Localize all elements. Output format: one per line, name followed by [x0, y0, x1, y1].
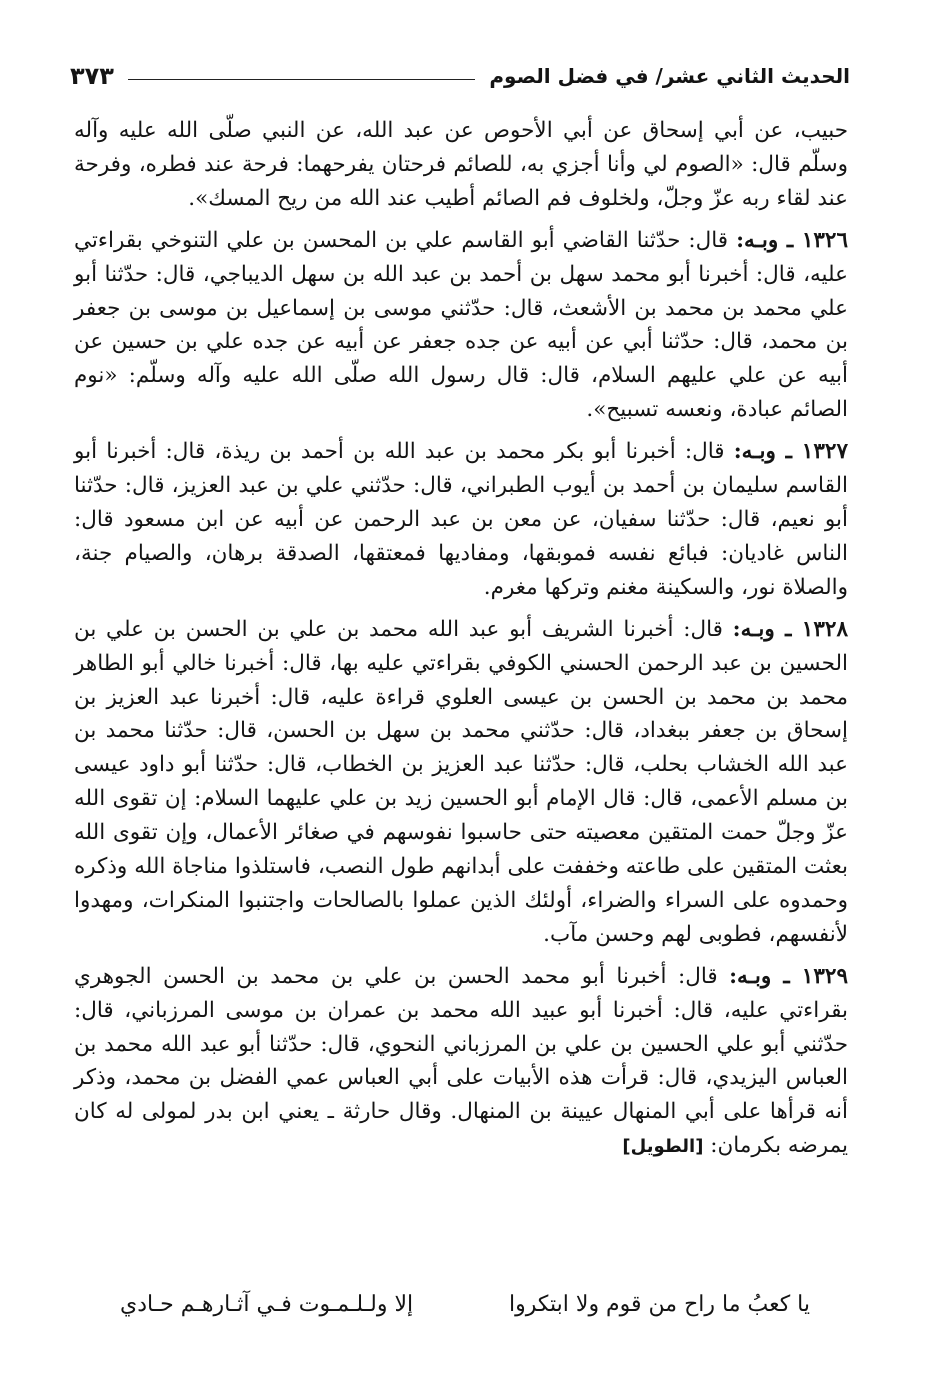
paragraph-text: قال: أخبرنا أبو محمد الحسن بن علي بن محمد بن الحسن الجوهري بقراءتي عليه، قال: أخبرنا أبو عبيد الله محمد بن عمران بن موسى المرزباني، قال: حدّثني أبو علي الحسين بن علي بن المرزباني النحوي، قال: حدّثنا أبو عبد الله محمد بن العباس اليزيدي، قال: قرأت هذه الأبيات على أبي العباس عمي الفضل بن محمد، وذكر أنه قرأها على أبي المنهال عيينة بن المنهال. وقال حارثة ـ يعني ابن بدر لمولى له كان يمرضه بكرمان:	[74, 963, 848, 1159]
header-rule	[128, 79, 475, 80]
hadith-number: ١٣٢٩ ـ وبـه:	[729, 963, 848, 989]
poem-verse	[120, 1292, 810, 1317]
hadith-1328	[74, 613, 848, 952]
verse-first-hemistich: يا كعبُ ما راح من قوم ولا ابتكروا	[509, 1292, 810, 1317]
page-body	[74, 114, 848, 1172]
page-number: ٣٧٣	[70, 62, 114, 90]
hadith-number: ١٣٢٧ ـ وبـه:	[733, 439, 848, 465]
hadith-1327	[74, 435, 848, 605]
paragraph-text: قال: أخبرنا الشريف أبو عبد الله محمد بن علي بن الحسن بن علي بن الحسين بن عبد الرحمن الحسني الكوفي بقراءتي عليه بها، قال: أخبرنا خالي أبو الطاهر محمد بن محمد بن الحسن بن عيسى العلوي قراءة عليه، قال: أخبرنا عبد العزيز بن إسحاق بن جعفر ببغداد، قال: حدّثني محمد بن سهل بن الحسن، قال: حدّثنا محمد بن عبد الله الخشاب بحلب، قال: حدّثنا عبد العزيز بن الخطاب، قال: حدّثنا أبو داود عيسى بن مسلم الأعمى، قال: قال الإمام أبو الحسين زيد بن علي عليهما السلام: إن تقوى الله عزّ وجلّ حمت المتقين معصيته حتى حاسبوا نفوسهم في صغائر الأعمال، وإن تقوى الله بعثت المتقين على طاعته وخففت على أبدانهم طول النصب، فاستلذوا مناجاة الله وذكره وحمدوه على السراء والضراء، أولئك الذين عملوا بالصالحات واجتنبوا المنكرات، ومهدوا لأنفسهم، فطوبى لهم وحسن مآب.	[74, 616, 848, 947]
paragraph-continuation	[74, 114, 848, 216]
verse-second-hemistich: إلا ولـلـمـوت فـي آثـارهـم حـادي	[120, 1292, 414, 1317]
hadith-1326	[74, 224, 848, 427]
paragraph-text: حبيب، عن أبي إسحاق عن أبي الأحوص عن عبد الله، عن النبي صلّى الله عليه وآله وسلّم قال: «الصوم لي وأنا أجزي به، للصائم فرحتان يفرحهما: فرحة عند فطره، وفرحة عند لقاء ربه عزّ وجلّ، ولخلوف فم الصائم أطيب عند الله من ريح المسك».	[74, 118, 848, 211]
paragraph-text: قال: أخبرنا أبو بكر محمد بن عبد الله بن أحمد بن ريذة، قال: أخبرنا أبو القاسم سليمان بن أحمد بن أيوب الطبراني، قال: حدّثني علي بن عبد العزيز، قال: حدّثنا أبو نعيم، قال: حدّثنا سفيان، عن معن بن عبد الرحمن عن أبيه عن ابن مسعود قال: الناس غاديان: فبائع نفسه فموبقها، ومفاديها فمعتقها، الصدقة برهان، والصيام جنة، والصلاة نور، والسكينة مغنم وتركها مغرم.	[74, 439, 848, 600]
hadith-number: ١٣٢٦ ـ وبـه:	[736, 227, 849, 253]
running-title: الحديث الثاني عشر/ في فضل الصوم	[489, 64, 850, 88]
page-header	[70, 58, 850, 94]
poetic-meter-label: [الطويل]	[622, 1136, 704, 1158]
hadith-number: ١٣٢٨ ـ وبـه:	[732, 616, 848, 642]
paragraph-text: قال: حدّثنا القاضي أبو القاسم علي بن المحسن بن علي التنوخي بقراءتي عليه، قال: أخبرنا أبو محمد سهل بن أحمد بن عبد الله بن سهل الديباجي، قال: حدّثنا أبو علي محمد بن محمد بن الأشعث، قال: حدّثني موسى بن إسماعيل بن موسى بن جعفر بن محمد، قال: حدّثنا أبي عن أبيه عن جده جعفر عن أبيه عن جده علي بن حسين عن أبيه عن علي عليهم السلام، قال: قال رسول الله صلّى الله عليه وآله وسلّم: «نوم الصائم عبادة، ونعسه تسبيح».	[74, 227, 848, 423]
hadith-1329	[74, 960, 848, 1164]
